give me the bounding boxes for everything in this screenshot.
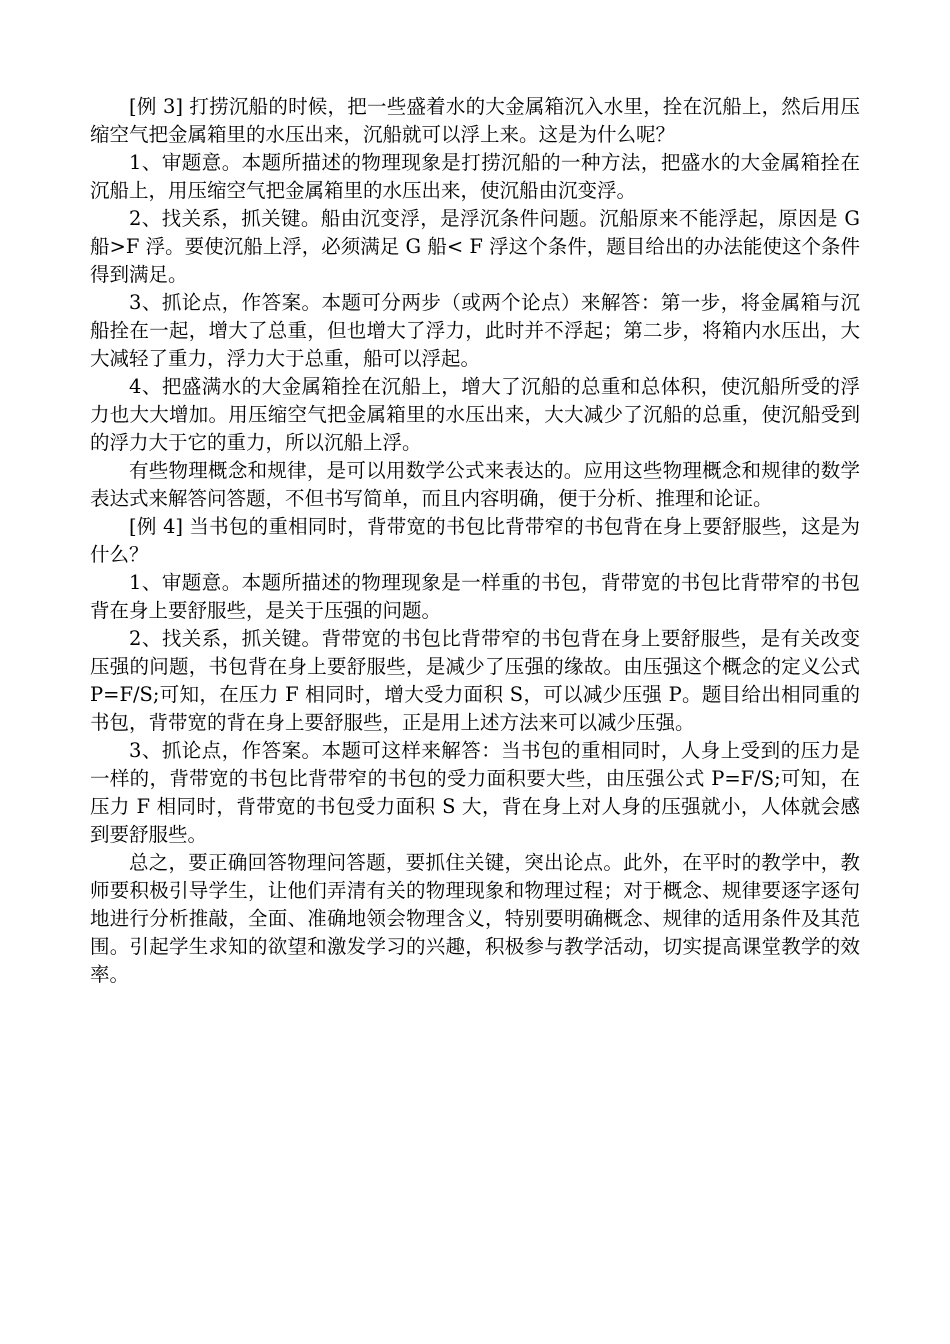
document-body <box>90 93 860 989</box>
example-4-question: [例 4] 当书包的重相同时，背带宽的书包比背带窄的书包背在身上要舒服些，这是为什么？ <box>90 515 860 566</box>
example-4-step-1: 1、审题意。本题所描述的物理现象是一样重的书包，背带宽的书包比背带窄的书包背在身上要舒服些，是关于压强的问题。 <box>90 571 860 622</box>
formula-intro-paragraph: 有些物理概念和规律，是可以用数学公式来表达的。应用这些物理概念和规律的数学表达式来解答问答题，不但书写简单，而且内容明确，便于分析、推理和论证。 <box>90 459 860 510</box>
example-3-step-1: 1、审题意。本题所描述的物理现象是打捞沉船的一种方法，把盛水的大金属箱拴在沉船上，用压缩空气把金属箱里的水压出来，使沉船由沉变浮。 <box>90 151 860 202</box>
example-3-question: [例 3] 打捞沉船的时候，把一些盛着水的大金属箱沉入水里，拴在沉船上，然后用压缩空气把金属箱里的水压出来，沉船就可以浮上来。这是为什么呢？ <box>90 95 860 146</box>
example-3-step-3: 3、抓论点，作答案。本题可分两步（或两个论点）来解答：第一步，将金属箱与沉船拴在一起，增大了总重，但也增大了浮力，此时并不浮起；第二步，将箱内水压出，大大减轻了重力，浮力大于总重，船可以浮起。 <box>90 291 860 370</box>
example-4-step-2: 2、找关系，抓关键。背带宽的书包比背带窄的书包背在身上要舒服些，是有关改变压强的问题，书包背在身上要舒服些，是减少了压强的缘故。由压强这个概念的定义公式 P=F/S;可知，在压力 F 相同时，增大受力面积 S，可以减少压强 P。题目给出相同重的书包，背带宽的背在身上要舒服些，正是用上述方法来可以减少压强。 <box>90 627 860 734</box>
example-3-step-2: 2、找关系，抓关键。船由沉变浮，是浮沉条件问题。沉船原来不能浮起，原因是 G 船>F 浮。要使沉船上浮，必须满足 G 船< F 浮这个条件，题目给出的办法能使这个条件得到满足。 <box>90 207 860 286</box>
example-3-step-4: 4、把盛满水的大金属箱拴在沉船上，增大了沉船的总重和总体积，使沉船所受的浮力也大大增加。用压缩空气把金属箱里的水压出来，大大减少了沉船的总重，使沉船受到的浮力大于它的重力，所以沉船上浮。 <box>90 375 860 454</box>
conclusion-paragraph: 总之，要正确回答物理问答题，要抓住关键，突出论点。此外，在平时的教学中，教师要积极引导学生，让他们弄清有关的物理现象和物理过程；对于概念、规律要逐字逐句地进行分析推敲，全面、准确地领会物理含义，特别要明确概念、规律的适用条件及其范围。引起学生求知的欲望和激发学习的兴趣，积极参与教学活动，切实提高课堂教学的效率。 <box>90 851 860 986</box>
example-4-step-3: 3、抓论点，作答案。本题可这样来解答：当书包的重相同时，人身上受到的压力是一样的，背带宽的书包比背带窄的书包的受力面积要大些，由压强公式 P=F/S;可知，在压力 F 相同时，背带宽的书包受力面积 S 大，背在身上对人身的压强就小，人体就会感到要舒服些。 <box>90 739 860 846</box>
